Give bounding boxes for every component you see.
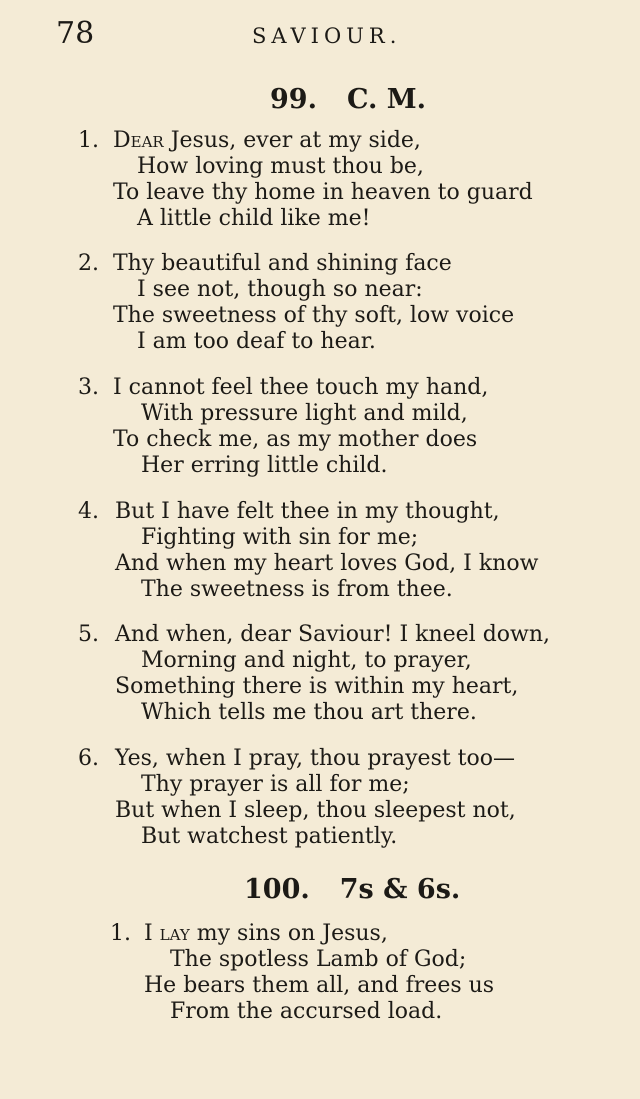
verse-line: The sweetness is from thee. (141, 577, 453, 602)
verse-line (113, 128, 421, 154)
verse-line: How loving must thou be, (137, 154, 424, 179)
verse-line: He bears them all, and frees us (144, 973, 495, 998)
hymn-number: 99. (270, 84, 317, 115)
hymn-99-heading (270, 84, 426, 115)
verse-line: Fighting with sin for me; (141, 525, 419, 550)
verse-line (144, 921, 388, 947)
hymn-100-heading (244, 874, 460, 905)
stanza-number: 2. (78, 251, 99, 276)
verse-line: But when I sleep, thou sleepest not, (115, 798, 516, 823)
verse-line: Thy prayer is all for me; (141, 772, 410, 797)
verse-line: I am too deaf to hear. (137, 329, 376, 354)
verse-line: And when, dear Saviour! I kneel down, (115, 622, 551, 647)
stanza-number: 5. (78, 622, 99, 647)
verse-line: Her erring little child. (141, 453, 388, 478)
verse-line: But watchest patiently. (141, 824, 398, 849)
running-title: SAVIOUR. (252, 24, 402, 48)
stanza-number: 3. (78, 375, 99, 400)
hymn-number: 100. (244, 874, 310, 905)
verse-line: Something there is within my heart, (115, 674, 519, 699)
hymn-meter: 7s & 6s. (339, 874, 461, 905)
verse-line: The sweetness of thy soft, low voice (113, 303, 515, 328)
verse-line: I cannot feel thee touch my hand, (113, 375, 489, 400)
stanza-number: 4. (78, 499, 99, 524)
verse-line: With pressure light and mild, (141, 401, 468, 426)
verse-line: A little child like me! (137, 206, 371, 231)
stanza-number: 1. (78, 128, 99, 153)
verse-line: And when my heart loves God, I know (115, 551, 539, 576)
hymn-meter: C. M. (346, 84, 427, 115)
verse-line: From the accursed load. (170, 999, 443, 1024)
verse-line: To check me, as my mother does (113, 427, 478, 452)
page-number: 78 (56, 16, 95, 51)
verse-line: Yes, when I pray, thou prayest too— (115, 746, 516, 771)
verse-lead: I lay (144, 921, 190, 946)
stanza-number: 1. (110, 921, 131, 946)
stanza-number: 6. (78, 746, 99, 771)
verse-line: But I have felt thee in my thought, (115, 499, 500, 524)
verse-lead: Dear (113, 128, 164, 153)
verse-line: Morning and night, to prayer, (141, 648, 472, 673)
verse-line: Which tells me thou art there. (141, 700, 477, 725)
verse-line: To leave thy home in heaven to guard (113, 180, 533, 205)
verse-line: The spotless Lamb of God; (170, 947, 467, 972)
verse-line: I see not, though so near: (137, 277, 423, 302)
verse-line: Thy beautiful and shining face (113, 251, 452, 276)
verse-line-rest: Jesus, ever at my side, (163, 128, 421, 153)
verse-line-rest: my sins on Jesus, (189, 921, 388, 946)
